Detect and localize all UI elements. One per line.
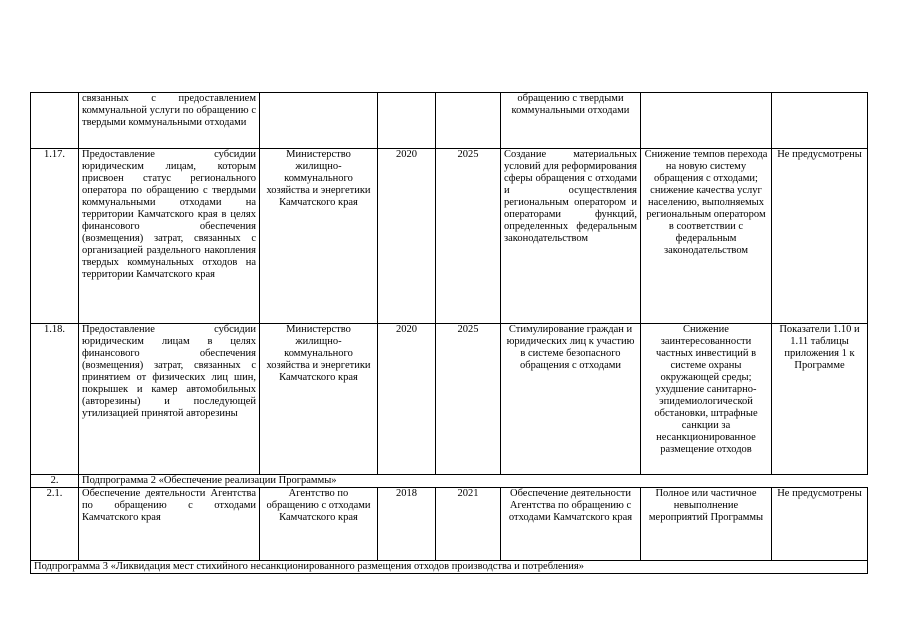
subprogram-title: Подпрограмма 3 «Ликвидация мест стихийного несанкционированного размещения отходов производства и потребления» (31, 561, 868, 574)
non-implementation-consequence: Полное или частичное невыполнение мероприятий Программы (641, 488, 772, 561)
expected-result: Стимулирование граждан и юридических лиц к участию в системе безопасного обращения с отходами (501, 324, 641, 475)
table-row (31, 149, 868, 324)
end-year: 2025 (436, 324, 501, 475)
table-row (31, 93, 868, 149)
indicator-link (772, 93, 868, 149)
measure-name: связанных с предоставлением коммунальной услуги по обращению с твердыми коммунальными отходами (79, 93, 260, 149)
table-row (31, 324, 868, 475)
measure-name: Предоставление субсидии юридическим лицам, которым присвоен статус регионального оператора по обращению с твердыми коммунальными отходами на территории Камчатского края в целях финансового обеспечения (возмещения) затрат, связанных с организацией раздельного накопления твердых коммунальных отходов на территории Камчатского края (79, 149, 260, 324)
row-number: 1.18. (31, 324, 79, 475)
end-year (436, 93, 501, 149)
subprogram-title: Подпрограмма 2 «Обеспечение реализации Программы» (79, 475, 868, 488)
measure-name: Предоставление субсидии юридическим лицам в целях финансового обеспечения (возмещения) затрат, связанных с принятием от физических лиц шин, покрышек и камер автомобильных (авторезины) и последующей утилизацией принятой авторезины (79, 324, 260, 475)
indicator-link: Показатели 1.10 и 1.11 таблицы приложения 1 к Программе (772, 324, 868, 475)
executor: Агентство по обращению с отходами Камчатского края (260, 488, 378, 561)
non-implementation-consequence (641, 93, 772, 149)
expected-result: обращению с твердыми коммунальными отходами (501, 93, 641, 149)
executor: Министерство жилищно-коммунального хозяйства и энергетики Камчатского края (260, 324, 378, 475)
executor: Министерство жилищно-коммунального хозяйства и энергетики Камчатского края (260, 149, 378, 324)
row-number: 2.1. (31, 488, 79, 561)
row-number: 1.17. (31, 149, 79, 324)
measures-table (30, 92, 868, 574)
measure-name: Обеспечение деятельности Агентства по обращению с отходами Камчатского края (79, 488, 260, 561)
start-year: 2020 (378, 149, 436, 324)
non-implementation-consequence: Снижение заинтересованности частных инвестиций в системе охраны окружающей среды; ухудшение санитарно-эпидемиологической обстановки, штрафные санкции за несанкционированное размещение отходов (641, 324, 772, 475)
end-year: 2025 (436, 149, 501, 324)
start-year: 2020 (378, 324, 436, 475)
row-number (31, 93, 79, 149)
end-year: 2021 (436, 488, 501, 561)
expected-result: Обеспечение деятельности Агентства по обращению с отходами Камчатского края (501, 488, 641, 561)
start-year (378, 93, 436, 149)
non-implementation-consequence: Снижение темпов перехода на новую систему обращения с отходами; снижение качества услуг населению, выполняемых региональным оператором в соответствии с федеральным законодательством (641, 149, 772, 324)
indicator-link: Не предусмотрены (772, 488, 868, 561)
indicator-link: Не предусмотрены (772, 149, 868, 324)
expected-result: Создание материальных условий для реформирования сферы обращения с отходами и осуществления региональным оператором и операторами функций, определенных федеральным законодательством (501, 149, 641, 324)
subprogram-row (31, 475, 868, 488)
table-row (31, 488, 868, 561)
row-number: 2. (31, 475, 79, 488)
executor (260, 93, 378, 149)
subprogram-row (31, 561, 868, 574)
start-year: 2018 (378, 488, 436, 561)
